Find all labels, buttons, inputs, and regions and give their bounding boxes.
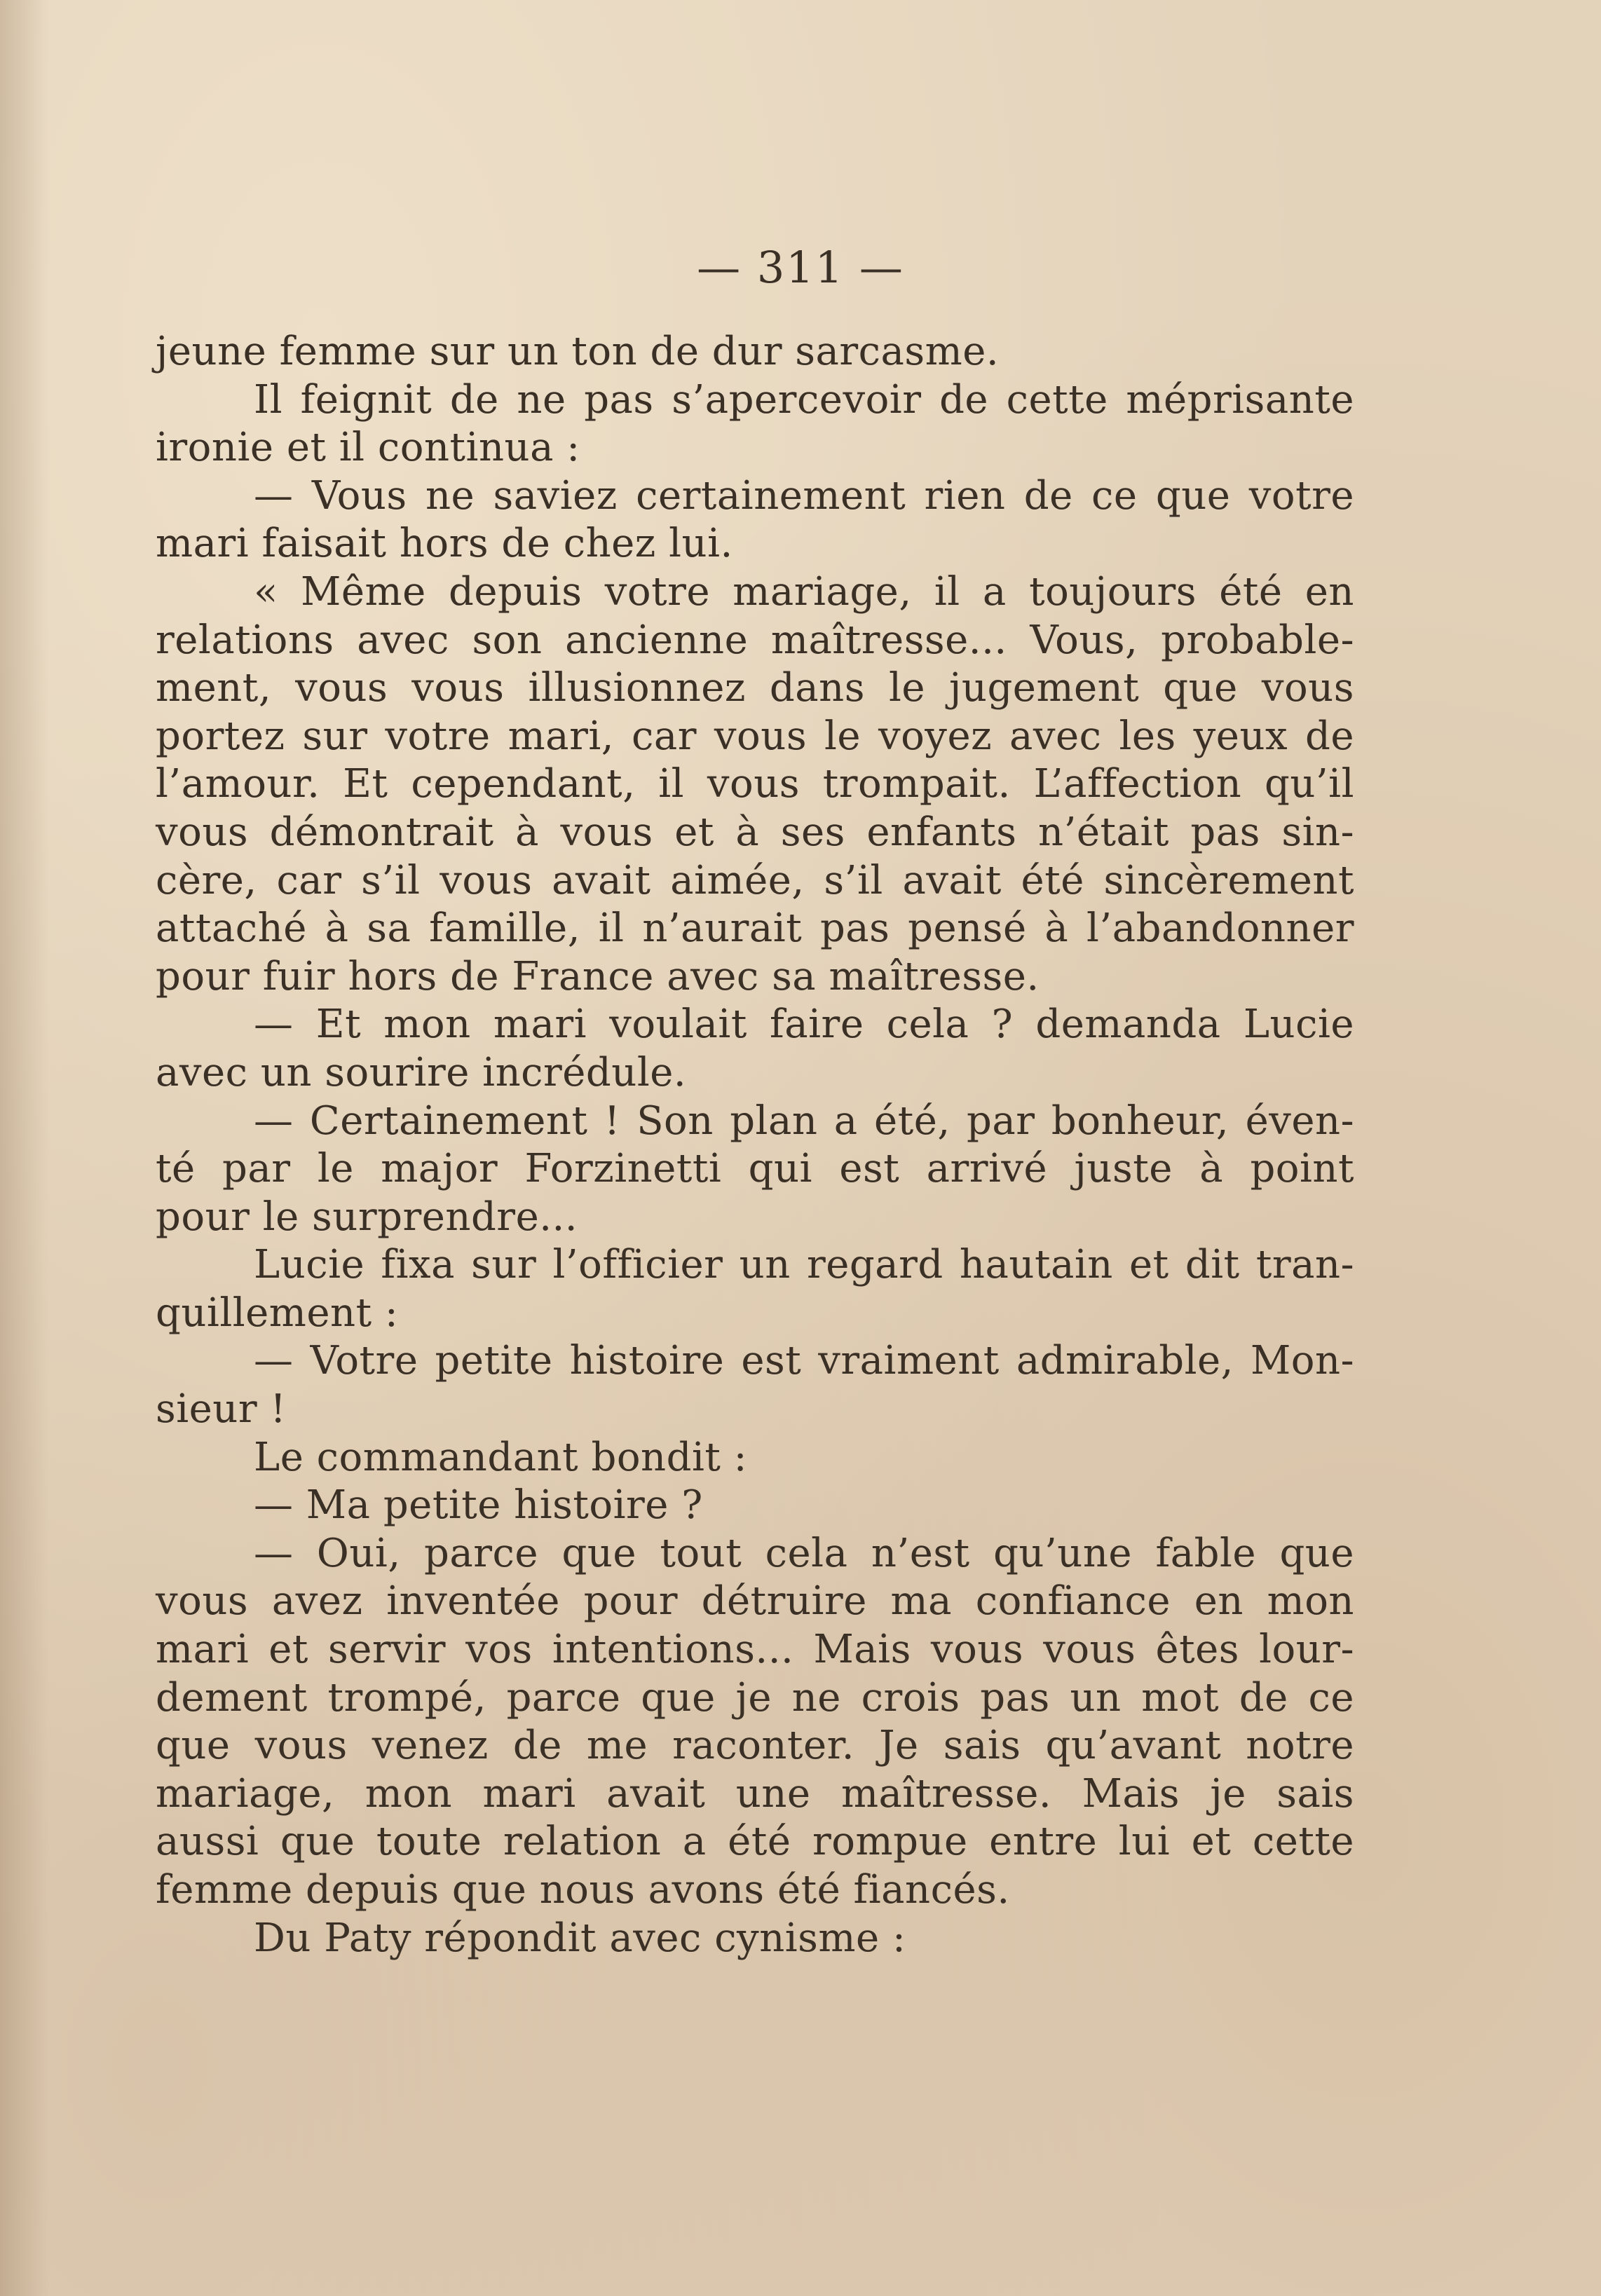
text-line: sieur ! <box>156 1386 287 1433</box>
text-line: Il feignit de ne pas s’apercevoir de cette méprisante <box>254 376 1354 423</box>
text-line: mari et servir vos intentions... Mais vous vous êtes lour- <box>156 1627 1354 1673</box>
text-line: jeune femme sur un ton de dur sarcasme. <box>156 329 1000 374</box>
text-line: mariage, mon mari avait une maîtresse. Mais je sais <box>156 1770 1354 1817</box>
page-shadow <box>0 0 49 2296</box>
text-line: ment, vous vous illusionnez dans le jugement que vous <box>156 665 1354 711</box>
text-line: — Certainement ! Son plan a été, par bonheur, éven- <box>254 1098 1354 1144</box>
text-line: té par le major Forzinetti qui est arrivé juste à point <box>156 1146 1354 1192</box>
text-line: vous avez inventée pour détruire ma confiance en mon <box>156 1578 1354 1625</box>
text-line: Du Paty répondit avec cynisme : <box>254 1915 906 1961</box>
text-line: portez sur votre mari, car vous le voyez avec les yeux de <box>156 713 1354 759</box>
text-line: ironie et il continua : <box>156 425 580 471</box>
text-line: aussi que toute relation a été rompue entre lui et cette <box>156 1819 1354 1865</box>
text-line: pour le surprendre... <box>156 1194 578 1240</box>
text-line: que vous venez de me raconter. Je sais qu’avant notre <box>156 1723 1354 1769</box>
text-line: l’amour. Et cependant, il vous trompait. L’affection qu’il <box>156 761 1354 807</box>
text-line: « Même depuis votre mariage, il a toujours été en <box>254 568 1354 615</box>
text-line: vous démontrait à vous et à ses enfants n’était pas sin- <box>156 809 1354 855</box>
text-line: cère, car s’il vous avait aimée, s’il avait été sincèrement <box>156 857 1354 903</box>
text-line: pour fuir hors de France avec sa maîtresse. <box>156 953 1040 999</box>
body-text <box>156 328 1354 1962</box>
text-line: — Oui, parce que tout cela n’est qu’une fable que <box>254 1530 1354 1576</box>
text-line: femme depuis que nous avons été fiancés. <box>156 1867 1010 1913</box>
text-line: Lucie fixa sur l’officier un regard hautain et dit tran- <box>254 1242 1354 1288</box>
text-line: dement trompé, parce que je ne crois pas un mot de ce <box>156 1674 1354 1721</box>
text-line: Le commandant bondit : <box>254 1434 748 1480</box>
text-line: — Votre petite histoire est vraiment admirable, Mon- <box>254 1338 1354 1384</box>
text-line: mari faisait hors de chez lui. <box>156 521 733 567</box>
page-number: — 311 — <box>697 242 904 293</box>
text-line: — Ma petite histoire ? <box>254 1482 703 1529</box>
text-line: — Vous ne saviez certainement rien de ce que votre <box>254 472 1354 519</box>
text-line: attaché à sa famille, il n’aurait pas pensé à l’abandonner <box>156 906 1354 952</box>
text-line: — Et mon mari voulait faire cela ? demanda Lucie <box>254 1002 1354 1048</box>
text-line: relations avec son ancienne maîtresse... Vous, probable- <box>156 617 1354 663</box>
text-line: quillement : <box>156 1290 399 1336</box>
text-line: avec un sourire incrédule. <box>156 1049 687 1095</box>
